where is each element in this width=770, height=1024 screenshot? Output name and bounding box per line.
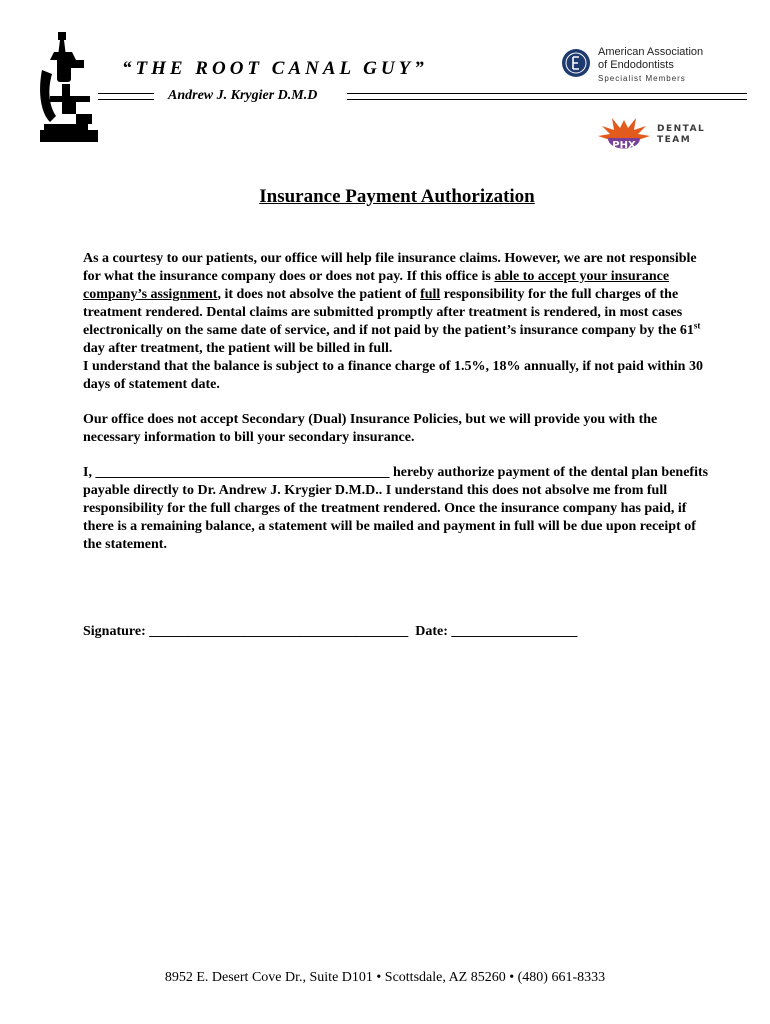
paragraph-text: day after treatment, the patient will be billed in full. <box>83 341 393 356</box>
phx-badge-text: PHX <box>612 140 636 151</box>
brand-name: “THE ROOT CANAL GUY” <box>122 58 428 79</box>
association-sub: Specialist Members <box>598 74 686 83</box>
aae-seal-icon <box>561 48 591 78</box>
team-line2: TEAM <box>657 135 692 145</box>
header-rule <box>347 99 747 100</box>
footer-address: 8952 E. Desert Cove Dr., Suite D101 • Scottsdale, AZ 85260 • (480) 661-8333 <box>164 970 606 985</box>
underlined-text: able to accept your insurance company’s assignment <box>83 269 670 302</box>
authorization-paragraph <box>83 464 715 554</box>
signature-row <box>83 624 577 640</box>
association-line1: American Association <box>598 46 704 58</box>
superscript: st <box>693 320 701 331</box>
header-rule <box>347 93 747 94</box>
paragraph-text: I, <box>83 465 96 480</box>
association-line2: of Endodontists <box>598 59 674 71</box>
association-text <box>598 46 703 85</box>
paragraph-text: As a courtesy to our patients, our office will help file insurance claims. However, we are not responsible for what the insurance company does or does not pay. If this office is <box>83 251 697 284</box>
doctor-name: Andrew J. Krygier D.M.D <box>168 88 318 103</box>
finance-charge-text: I understand that the balance is subject to a finance charge of 1.5%, 18% annually, if not paid within 30 days of statement date. <box>83 359 703 392</box>
team-line1: DENTAL <box>657 124 706 134</box>
date-label: Date: <box>408 624 452 639</box>
dental-team-text <box>657 124 705 146</box>
phx-sun-logo <box>594 112 654 158</box>
underlined-text: full <box>420 287 441 302</box>
header-rule <box>98 93 154 94</box>
page-title: Insurance Payment Authorization <box>259 186 535 207</box>
microscope-logo <box>36 30 102 150</box>
date-field[interactable]: __________________ <box>451 624 578 639</box>
signature-label: Signature: <box>83 624 150 639</box>
paragraph-text: , it does not absolve the patient of <box>217 287 421 302</box>
name-blank-field[interactable]: __________________________________________ <box>95 465 390 480</box>
signature-field[interactable]: _____________________________________ <box>149 624 409 639</box>
secondary-insurance-paragraph: Our office does not accept Secondary (Dual) Insurance Policies, but we will provide you with the necessary information to bill your secondary insurance. <box>83 412 658 445</box>
courtesy-paragraph <box>83 250 715 394</box>
paragraph-text: hereby authorize payment of the dental plan benefits payable directly to Dr. Andrew J. Krygier D.M.D.. I understand this does not absolve me from full responsibility for the full charges of the treatment rendered. Once the insurance company has paid, if there is a remaining balance, a statement will be mailed and payment in full will be due upon receipt of the statement. <box>83 465 709 552</box>
paragraph-text: responsibility for the full charges of the treatment rendered. Dental claims are submitted promptly after treatment is rendered, in most cases electronically on the same date of service, and if not paid by the patient’s insurance company by the 61 <box>83 287 694 338</box>
header-rule <box>98 99 154 100</box>
